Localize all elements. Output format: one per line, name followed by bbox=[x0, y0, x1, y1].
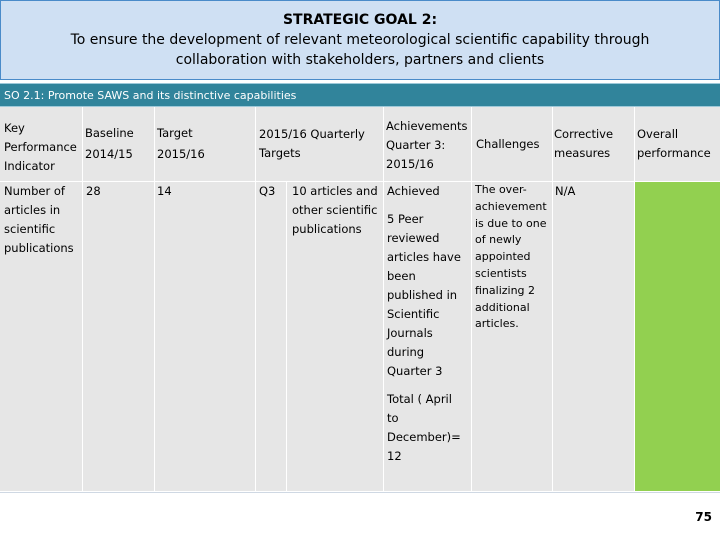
header-kpi-line3: Indicator bbox=[4, 159, 55, 173]
header-ach-line2: Quarter 3: bbox=[386, 138, 446, 152]
row-ch-line4: of newly bbox=[475, 233, 522, 247]
header-op-line1: Overall bbox=[637, 127, 679, 141]
row-ach-line3: reviewed bbox=[387, 231, 440, 245]
row-kpi-line3: scientific bbox=[4, 222, 56, 236]
row-ach-line8: Journals bbox=[387, 326, 433, 340]
row-corrective bbox=[553, 182, 635, 492]
row-quarter-target bbox=[287, 182, 384, 492]
goal-header bbox=[0, 0, 720, 80]
header-ach-line3: 2015/16 bbox=[386, 157, 434, 171]
row-kpi-line2: articles in bbox=[4, 203, 61, 217]
row-ach-line10: Quarter 3 bbox=[387, 364, 443, 378]
goal-subtitle-line1: To ensure the development of relevant meteorological scientific capability through bbox=[70, 32, 650, 48]
row-ach-line11: Total ( April bbox=[387, 392, 452, 406]
goal-title: STRATEGIC GOAL 2: bbox=[282, 12, 438, 28]
header-op-line2: performance bbox=[637, 146, 711, 160]
goal-subtitle-line2: collaboration with stakeholders, partners and clients bbox=[175, 52, 545, 68]
header-cm-line1: Corrective bbox=[554, 127, 614, 141]
header-qt-line2: Targets bbox=[259, 146, 301, 160]
row-ach-line14: 12 bbox=[387, 449, 402, 463]
row-challenges bbox=[472, 182, 553, 492]
header-target bbox=[155, 107, 256, 182]
row-ach-line7: Scientific bbox=[387, 307, 440, 321]
row-ch-line8: additional bbox=[475, 300, 530, 314]
table-header-row bbox=[0, 107, 720, 182]
row-overall-performance bbox=[635, 182, 720, 492]
row-ch-line2: achievement bbox=[475, 199, 547, 213]
row-ach-line2: 5 Peer bbox=[387, 212, 424, 226]
row-corrective-value: N/A bbox=[555, 184, 576, 198]
header-target-line2: 2015/16 bbox=[157, 147, 205, 161]
row-achievements bbox=[384, 182, 472, 492]
row-kpi-line1: Number of bbox=[4, 184, 65, 198]
header-baseline bbox=[83, 107, 155, 182]
header-kpi-line2: Performance bbox=[4, 140, 77, 154]
header-baseline-line1: Baseline bbox=[85, 126, 134, 140]
header-challenges-text: Challenges bbox=[476, 137, 540, 151]
header-kpi-line1: Key bbox=[4, 121, 25, 135]
row-baseline bbox=[83, 182, 155, 492]
row-ch-line9: articles. bbox=[475, 317, 519, 331]
header-quarterly-targets bbox=[256, 107, 384, 182]
row-qt-line1: 10 articles and bbox=[292, 184, 378, 198]
row-ach-line5: been bbox=[387, 269, 416, 283]
row-ach-line1: Achieved bbox=[387, 184, 440, 198]
header-kpi bbox=[0, 107, 83, 182]
header-cm-line2: measures bbox=[554, 146, 611, 160]
page-number: 75 bbox=[695, 510, 712, 524]
row-baseline-value: 28 bbox=[86, 184, 101, 198]
header-corrective bbox=[553, 107, 635, 182]
row-ch-line5: appointed bbox=[475, 250, 531, 264]
table-row bbox=[0, 182, 720, 492]
row-ach-line12: to bbox=[387, 411, 399, 425]
row-kpi bbox=[0, 182, 83, 492]
row-target bbox=[155, 182, 256, 492]
header-overall bbox=[635, 107, 720, 182]
row-ach-line13: December)= bbox=[387, 430, 461, 444]
header-target-line1: Target bbox=[157, 126, 193, 140]
header-ach-line1: Achievements bbox=[386, 119, 468, 133]
row-ch-line6: scientists bbox=[475, 266, 527, 280]
row-ach-line9: during bbox=[387, 345, 425, 359]
row-ach-line6: published in bbox=[387, 288, 458, 302]
header-achievements bbox=[384, 107, 472, 182]
header-baseline-line2: 2014/15 bbox=[85, 147, 133, 161]
header-challenges bbox=[472, 107, 553, 182]
header-qt-line1: 2015/16 Quarterly bbox=[259, 127, 365, 141]
footer-bar bbox=[0, 492, 720, 541]
row-ach-line4: articles have bbox=[387, 250, 461, 264]
row-qt-line2: other scientific bbox=[292, 203, 378, 217]
row-quarter bbox=[256, 182, 287, 492]
row-ch-line7: finalizing 2 bbox=[475, 283, 536, 297]
row-qt-line3: publications bbox=[292, 222, 362, 236]
row-quarter-value: Q3 bbox=[259, 184, 276, 198]
row-ch-line3: is due to one bbox=[475, 216, 547, 230]
strategic-objective-bar: SO 2.1: Promote SAWS and its distinctive capabilities bbox=[0, 83, 720, 107]
row-ch-line1: The over- bbox=[475, 183, 527, 196]
row-target-value: 14 bbox=[157, 184, 172, 198]
row-kpi-line4: publications bbox=[4, 241, 74, 255]
